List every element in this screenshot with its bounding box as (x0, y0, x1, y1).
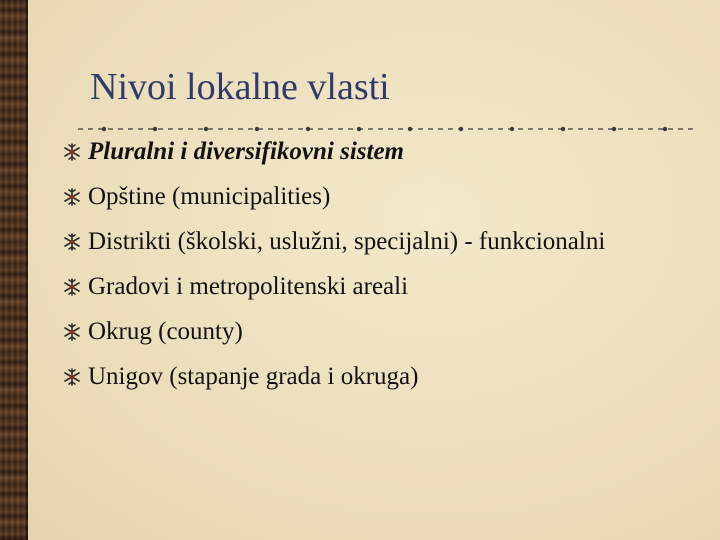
bullet-text: Distrikti (školski, uslužni, specijalni) - funkcionalni (88, 228, 606, 255)
divider-dot (306, 127, 310, 131)
bullet-list (62, 136, 682, 406)
bullet-text: Pluralni i diversifikovni sistem (88, 138, 404, 165)
snowflake-bullet-icon (62, 187, 82, 207)
slide-title: Nivoi lokalne vlasti (90, 66, 390, 108)
decorative-wood-border (0, 0, 28, 540)
divider-dot (510, 127, 514, 131)
divider-dot (612, 127, 616, 131)
bullet-text: Gradovi i metropolitenski areali (88, 273, 409, 300)
bullet-item (62, 181, 682, 212)
divider-dot (408, 127, 412, 131)
bullet-text: Unigov (stapanje grada i okruga) (88, 363, 419, 390)
bullet-item (62, 271, 682, 302)
bullet-item (62, 226, 682, 257)
bullet-item (62, 136, 682, 167)
snowflake-bullet-icon (62, 367, 82, 387)
divider-dot (255, 127, 259, 131)
divider-dot (102, 127, 106, 131)
title-divider (78, 125, 694, 133)
snowflake-bullet-icon (62, 322, 82, 342)
snowflake-bullet-icon (62, 232, 82, 252)
divider-dot (459, 127, 463, 131)
divider-dot (357, 127, 361, 131)
bullet-item (62, 361, 682, 392)
snowflake-bullet-icon (62, 277, 82, 297)
divider-dot (204, 127, 208, 131)
divider-dot (663, 127, 667, 131)
bullet-text: Okrug (county) (88, 318, 243, 345)
divider-dot (561, 127, 565, 131)
bullet-text: Opštine (municipalities) (88, 183, 331, 210)
snowflake-bullet-icon (62, 142, 82, 162)
divider-dot (153, 127, 157, 131)
bullet-item (62, 316, 682, 347)
